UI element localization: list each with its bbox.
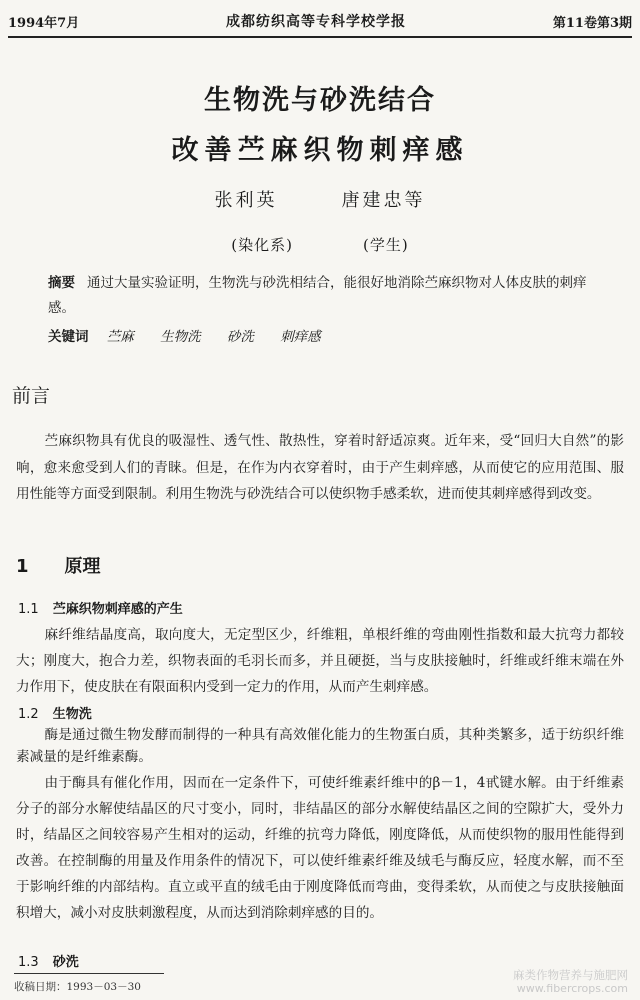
affiliation-list — [0, 234, 640, 255]
author-1: 张利英 — [214, 190, 278, 211]
keywords-label: 关键词 — [48, 329, 89, 345]
paper-title-line1: 生物洗与砂洗结合 — [204, 85, 436, 116]
subsection-title: 砂洗 — [52, 955, 79, 970]
keywords — [48, 325, 592, 345]
author-list — [0, 186, 640, 212]
affiliation-1: (染化系) — [231, 236, 293, 254]
journal-name: 成都纺织高等专科学校学报 — [226, 14, 407, 30]
subsection-heading-1-1 — [18, 598, 183, 617]
abstract-label: 摘要 — [48, 275, 75, 291]
section-title: 原理 — [64, 556, 101, 577]
author-2: 唐建忠等 — [341, 190, 426, 211]
abstract — [48, 271, 592, 321]
keyword: 砂洗 — [226, 329, 254, 345]
watermark-url: www.fibercrops.com — [516, 982, 628, 995]
paragraph-1-2-b: 由于酶具有催化作用，因而在一定条件下，可使纤维素纤维中的β－1，4甙键水解。由于纤维素分子的部分水解使结晶区的尺寸变小，同时，非结晶区的部分水解使结晶区之间的空隙扩大，受外力时，结晶区之间较容易产生相对的运动，纤维的抗弯力降低，刚度降低，从而使织物的服用性能得到改善。在控制酶的用量及作用条件的情况下，可以使纤维素纤维及绒毛与酶反应，轻度水解，而不至于影响纤维的内部结构。直立或平直的绒毛由于刚度降低而弯曲，变得柔软，从而使之与皮肤接触面积增大，减小对皮肤刺激程度，从而达到消除刺痒感的目的。 — [16, 775, 624, 921]
subsection-number: 1.3 — [18, 955, 39, 970]
paragraph-1-1: 麻纤维结晶度高，取向度大，无定型区少，纤维粗，单根纤维的弯曲刚性指数和最大抗弯力都较大；刚度大，抱合力差，织物表面的毛羽长而多，并且硬挺，当与皮肤接触时，纤维或纤维末端在外力作用下，使皮肤在有限面积内受到一定力的作用，从而产生刺痒感。 — [16, 627, 624, 695]
site-watermark — [513, 968, 628, 996]
keyword: 苎麻 — [106, 329, 134, 345]
subsection-title: 苎麻织物刺痒感的产生 — [52, 602, 183, 617]
preface-paragraph: 苎麻织物具有优良的吸湿性、透气性、散热性，穿着时舒适凉爽。近年来，受“回归大自然”的影响，愈来愈受到人们的青睐。但是，在作为内衣穿着时，由于产生刺痒感，从而使它的应用范围、服用性能等方面受到限制。利用生物洗与砂洗结合可以使织物手感柔软，进而使其刺痒感得到改变。 — [16, 433, 624, 502]
journal-header — [8, 6, 632, 38]
received-date: 收稿日期：1993－03－30 — [14, 981, 141, 993]
footnote-divider — [14, 973, 164, 974]
volume-issue: 第11卷第3期 — [552, 15, 632, 31]
watermark-cn: 麻类作物营养与施肥网 — [513, 968, 628, 982]
paper-title-line2: 改善苎麻织物刺痒感 — [171, 135, 469, 166]
keyword: 刺痒感 — [280, 329, 321, 345]
subsection-number: 1.1 — [18, 602, 39, 617]
paragraph-1-2-a: 酶是通过微生物发酵而制得的一种具有高效催化能力的生物蛋白质，其种类繁多，适于纺织纤维素减量的是纤维素酶。 — [16, 727, 624, 765]
subsection-title: 生物洗 — [52, 707, 92, 722]
subsection-heading-1-3 — [18, 951, 79, 970]
subsection-heading-1-2 — [18, 703, 92, 722]
keyword: 生物洗 — [160, 329, 201, 345]
abstract-text: 通过大量实验证明，生物洗与砂洗相结合，能很好地消除苎麻织物对人体皮肤的刺痒感。 — [48, 275, 587, 316]
section-heading-preface: 前言 — [12, 385, 51, 407]
subsection-number: 1.2 — [18, 707, 39, 722]
affiliation-2: (学生) — [363, 236, 409, 254]
section-heading-principle — [16, 552, 101, 578]
section-number: 1 — [16, 556, 29, 577]
issue-date: 1994年7月 — [8, 15, 80, 31]
